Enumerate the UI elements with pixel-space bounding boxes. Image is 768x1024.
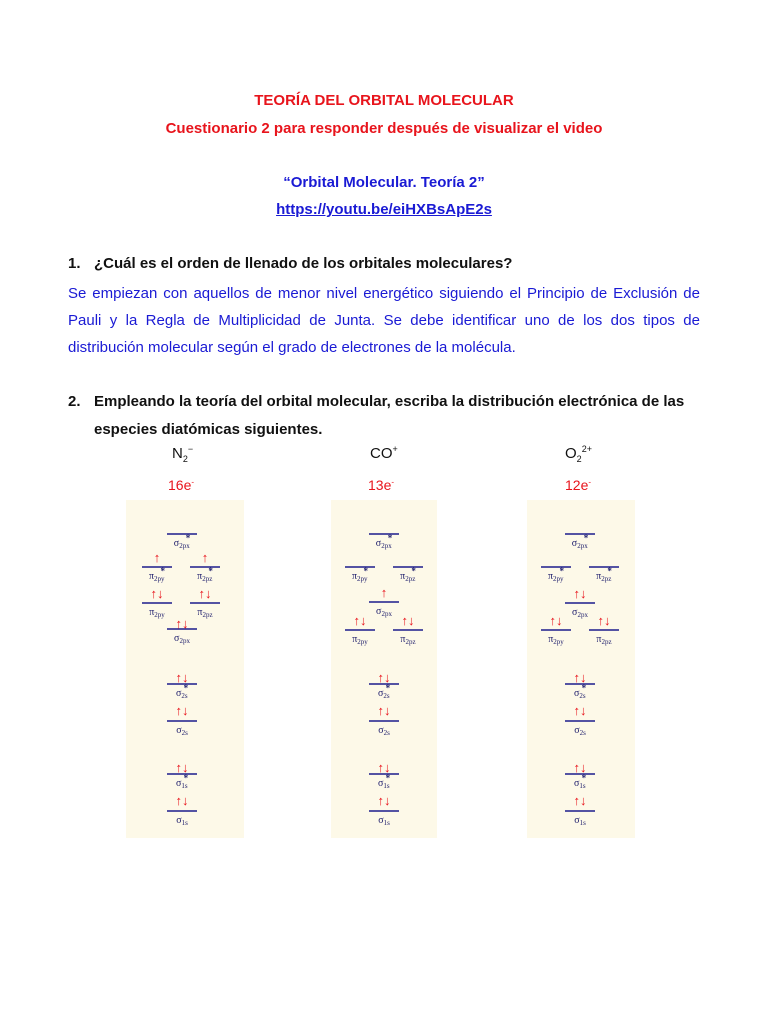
question-1 — [68, 255, 512, 272]
orbital-p2pz-star — [589, 566, 619, 583]
question-1-text: ¿Cuál es el orden de llenado de los orbitales moleculares? — [94, 255, 513, 272]
electron-arrows: ↑↓ — [573, 760, 587, 775]
page-subtitle: Cuestionario 2 para responder después de visualizar el video — [165, 120, 603, 137]
orbital-label: $\sigma_{2px}$ — [376, 606, 392, 618]
electron-arrows: ↑↓ — [377, 793, 391, 808]
orbital-label: $\pi_{2py}$ — [149, 607, 165, 619]
electron-arrows: ↑↓ — [573, 793, 587, 808]
orbital-label: $\pi_{2py}*$ — [148, 566, 166, 583]
orbital-label: $\pi_{2py}*$ — [547, 566, 565, 583]
orbital-p2py-star — [541, 566, 571, 583]
orbital-label: $\sigma_{2s}$ — [574, 725, 586, 737]
electron-count-o2-2plus: 12e- — [565, 477, 592, 493]
electron-arrows: ↑↓ — [573, 586, 587, 601]
orbital-label: $\pi_{2py}$ — [548, 634, 564, 646]
orbital-label: $\pi_{2py}*$ — [351, 566, 369, 583]
electron-arrows: ↑↓ — [198, 586, 212, 601]
orbital-label: $\sigma_{1s}*$ — [573, 773, 587, 790]
orbital-s2px-star — [565, 533, 595, 550]
orbital-label: $\pi_{2pz}*$ — [596, 566, 612, 583]
electron-arrows: ↑↓ — [573, 703, 587, 718]
orbital-label: $\sigma_{2px}*$ — [375, 533, 393, 550]
electron-arrows: ↑↓ — [377, 703, 391, 718]
orbital-s1s — [369, 793, 399, 827]
electron-count-n2-minus: 16e- — [168, 477, 195, 493]
orbital-p2pz-star — [393, 566, 423, 583]
orbital-p2py-star — [142, 550, 172, 583]
electron-arrows: ↑↓ — [150, 586, 164, 601]
orbital-label: $\sigma_{1s}*$ — [175, 773, 189, 790]
orbital-label: $\pi_{2pz}*$ — [400, 566, 416, 583]
electron-arrows: ↑↓ — [597, 613, 611, 628]
orbital-label: $\sigma_{2px}*$ — [571, 533, 589, 550]
electron-arrows: ↑↓ — [175, 616, 189, 631]
electron-arrows: ↑↓ — [175, 703, 189, 718]
orbital-label: $\sigma_{2s}*$ — [377, 683, 391, 700]
electron-arrows: ↑↓ — [353, 613, 367, 628]
electron-arrows: ↑ — [380, 585, 388, 600]
orbital-p2py — [541, 613, 571, 646]
orbital-label: $\sigma_{2px}$ — [572, 607, 588, 619]
orbital-label: $\pi_{2pz}$ — [596, 634, 612, 646]
electron-arrows: ↑↓ — [401, 613, 415, 628]
question-2-text-line2: especies diatómicas siguientes. — [94, 421, 323, 438]
orbital-s2s-star — [565, 670, 595, 700]
electron-arrows: ↑ — [201, 550, 209, 565]
orbital-s1s-star — [167, 760, 197, 790]
electron-arrows: ↑↓ — [549, 613, 563, 628]
orbital-label: $\pi_{2pz}$ — [197, 607, 213, 619]
orbital-label: $\sigma_{1s}$ — [574, 815, 586, 827]
species-co-plus: CO+ — [370, 444, 398, 462]
electron-arrows: ↑↓ — [573, 670, 587, 685]
orbital-label: $\sigma_{1s}*$ — [377, 773, 391, 790]
orbital-p2pz-star — [190, 550, 220, 583]
orbital-s2px-star — [369, 533, 399, 550]
orbital-s2s-star — [369, 670, 399, 700]
question-2 — [68, 388, 700, 444]
orbital-label: $\pi_{2py}$ — [352, 634, 368, 646]
orbital-label: $\sigma_{2s}*$ — [573, 683, 587, 700]
orbital-s1s — [565, 793, 595, 827]
orbital-s2px — [565, 586, 595, 619]
orbital-p2py-star — [345, 566, 375, 583]
species-n2-minus: $N_2^-$ — [172, 444, 194, 464]
electron-arrows: ↑↓ — [377, 670, 391, 685]
orbital-label: $\pi_{2pz}*$ — [197, 566, 213, 583]
orbital-s2px-star — [167, 533, 197, 550]
orbital-s2s — [369, 703, 399, 737]
mo-diagram-o2-2plus — [527, 500, 635, 838]
orbital-p2pz — [589, 613, 619, 646]
orbital-s2s-star — [167, 670, 197, 700]
mo-diagram-n2-minus — [126, 500, 244, 838]
orbital-s1s-star — [565, 760, 595, 790]
question-1-number: 1. — [68, 255, 81, 272]
question-2-text-line1: Empleando la teoría del orbital molecular, escriba la distribución electrónica de las — [94, 393, 685, 410]
orbital-label: $\sigma_{2px}*$ — [173, 533, 191, 550]
orbital-p2pz — [393, 613, 423, 646]
question-2-number: 2. — [68, 393, 81, 410]
species-o2-2plus: $O_2^{2+}$ — [565, 444, 592, 464]
orbital-label: $\sigma_{2s}*$ — [175, 683, 189, 700]
video-link[interactable]: https://youtu.be/eiHXBsApE2s — [276, 201, 492, 218]
orbital-s2s — [565, 703, 595, 737]
orbital-label: $\sigma_{2s}$ — [176, 725, 188, 737]
electron-arrows: ↑↓ — [175, 670, 189, 685]
page-title: TEORÍA DEL ORBITAL MOLECULAR — [254, 92, 514, 109]
orbital-p2py — [142, 586, 172, 619]
mo-diagram-co-plus — [331, 500, 437, 838]
orbital-label: $\sigma_{2px}$ — [174, 633, 190, 645]
answer-1: Se empiezan con aquellos de menor nivel energético siguiendo el Principio de Exclusión de Pauli y la Regla de Multiplicidad de Junta. Se debe identificar uno de los dos tipos de distribución molecular según el grado de electrones de la molécula. — [68, 285, 700, 356]
orbital-s2px — [167, 616, 197, 645]
electron-arrows: ↑ — [153, 550, 161, 565]
orbital-s2s — [167, 703, 197, 737]
electron-count-co-plus: 13e- — [368, 477, 395, 493]
orbital-label: $\sigma_{1s}$ — [176, 815, 188, 827]
orbital-s1s-star — [369, 760, 399, 790]
orbital-label: $\sigma_{1s}$ — [378, 815, 390, 827]
electron-arrows: ↑↓ — [377, 760, 391, 775]
electron-arrows: ↑↓ — [175, 793, 189, 808]
orbital-s1s — [167, 793, 197, 827]
orbital-label: $\pi_{2pz}$ — [400, 634, 416, 646]
video-title: “Orbital Molecular. Teoría 2” — [283, 174, 485, 191]
orbital-p2pz — [190, 586, 220, 619]
orbital-label: $\sigma_{2s}$ — [378, 725, 390, 737]
orbital-s2px — [369, 585, 399, 618]
orbital-p2py — [345, 613, 375, 646]
electron-arrows: ↑↓ — [175, 760, 189, 775]
